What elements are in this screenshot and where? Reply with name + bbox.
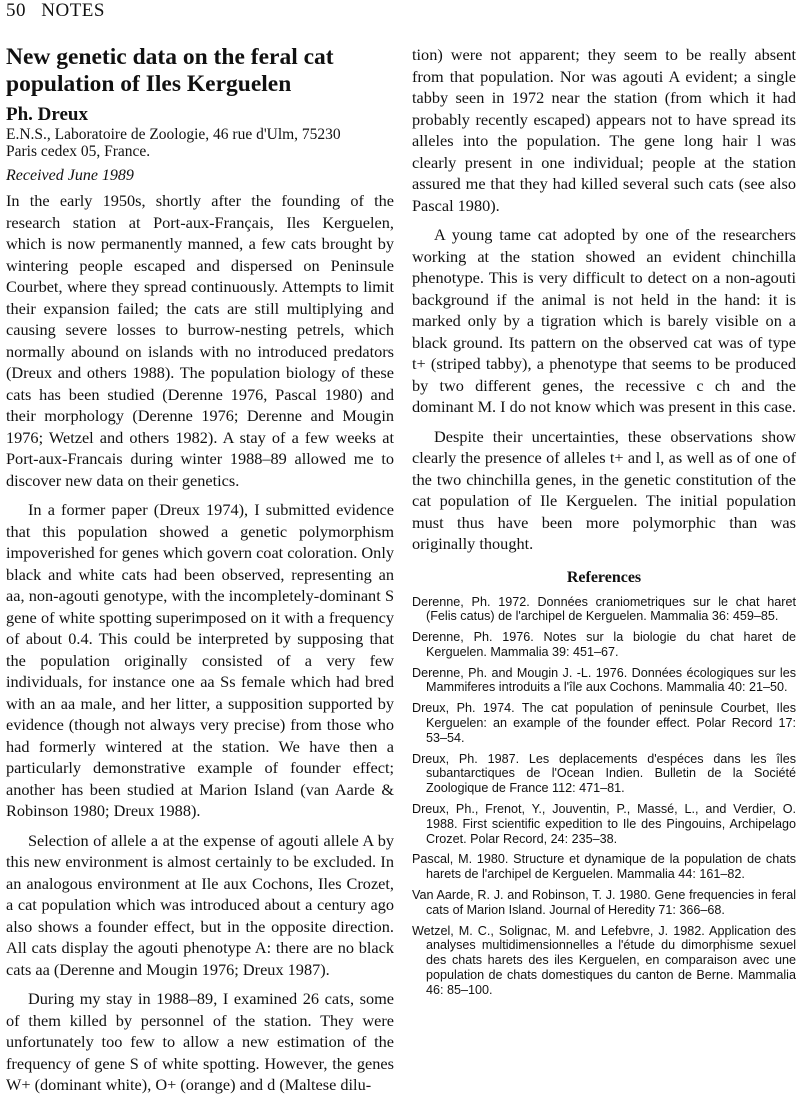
paragraph-6: Despite their uncertainties, these observations show clearly the presence of alleles t+ and l, as well as of one of the two chinchilla genes, in the genetic constitution of the cat population of Ile Kerguelen. The initial population must thus have been more polymorphic than was originally thought. bbox=[412, 426, 796, 553]
references-heading: References bbox=[566, 568, 642, 586]
paragraph-4-continued: tion) were not apparent; they seem to be really absent from that population. Nor was agouti A evident; a single tabby seen in 1972 near the station (from which it had probably recently escaped) appears not to have spread its alleles into the population. The gene long hair l was clearly present in one individual; people at the station assured me that they had killed several such cats (see also Pascal 1980). bbox=[412, 45, 796, 215]
paragraph-5: A young tame cat adopted by one of the researchers working at the station showed an evident chinchilla phenotype. This is very difficult to detect on a non-agouti background if the animal is not held in the hand: it is marked only by a tigration which is barely visible on a black ground. Its pattern on the observed cat was of type t+ (striped tabby), a phenotype that seems to be produced by two different genes, the recessive c ch and the dominant M. I do not know which was present in this case. bbox=[412, 225, 796, 416]
reference-item: Wetzel, M. C., Solignac, M. and Lefebvre, J. 1982. Application des analyses multidimensionnelles a l'étude du dimorphisme sexuel des chats harets des iles Kerguelen, en comparaison avec une population de chats domestiques du canton de Berne. Mammalia 46: 85–100. bbox=[412, 923, 796, 997]
received-date: Received June 1989 bbox=[6, 167, 134, 184]
reference-item: Derenne, Ph. 1976. Notes sur la biologie du chat haret de Kerguelen. Mammalia 39: 451–67. bbox=[412, 630, 796, 659]
right-column bbox=[412, 44, 796, 1004]
reference-list bbox=[412, 595, 796, 998]
affiliation-line-1: E.N.S., Laboratoire de Zoologie, 46 rue d'Ulm, 75230 bbox=[6, 126, 341, 143]
section-title: NOTES bbox=[41, 0, 105, 21]
paragraph-2: In a former paper (Dreux 1974), I submitted evidence that this population showed a genetic polymorphism impoverished for genes which govern coat coloration. Only black and white cats had been observed, representing an aa, non-agouti genotype, with the incompletely-dominant S gene of white spotting superimposed on it with a frequency of about 0.4. This could be interpreted by supposing that the population originally consisted of a very few individuals, for instance one aa Ss female which had bred with an aa male, and her litter, a supposition supported by evidence (though not always very precise) from those who had formerly wintered at the station. We have then a particularly demonstrative example of founder effect; another has been studied at Marion Island (van Aarde & Robinson 1980; Dreux 1988). bbox=[6, 500, 394, 820]
article-title: New genetic data on the feral cat population of Iles Kerguelen bbox=[6, 44, 334, 97]
paragraph-4: During my stay in 1988–89, I examined 26 cats, some of them killed by personnel of the station. They were unfortunately too few to allow a new estimation of the frequency of gene S of white spotting. However, the genes W+ (dominant white), O+ (orange) and d (Maltese dilu- bbox=[6, 989, 394, 1094]
reference-item: Derenne, Ph. 1972. Données craniometriques sur le chat haret (Felis catus) de l'archipel de Kerguelen. Mammalia 36: 459–85. bbox=[412, 594, 796, 624]
author-name: Ph. Dreux bbox=[6, 104, 88, 125]
reference-item: Van Aarde, R. J. and Robinson, T. J. 1980. Gene frequencies in feral cats of Marion Island. Journal of Heredity 71: 366–68. bbox=[412, 888, 796, 917]
reference-item: Dreux, Ph., Frenot, Y., Jouventin, P., Massé, L., and Verdier, O. 1988. First scientific expedition to Ile des Pingouins, Archipelago Crozet. Polar Record, 24: 235–38. bbox=[412, 802, 796, 846]
reference-item: Dreux, Ph. 1987. Les deplacements d'espéces dans les îles subantarctiques de l'Ocean Indien. Bulletin de la Société Zoologique de France 112: 471–81. bbox=[412, 751, 796, 796]
left-column bbox=[6, 44, 394, 1096]
running-header bbox=[6, 0, 115, 22]
paragraph-1: In the early 1950s, shortly after the founding of the research station at Port-aux-Français, Iles Kerguelen, which is now permanently manned, a few cats brought by wintering people escaped and dispersed on Peninsule Courbet, where they spread continuously. Attempts to limit their expansion failed; the cats are still multiplying and causing severe losses to burrow-nesting petrels, which normally abound on islands with no introduced predators (Dreux and others 1988). The population biology of these cats has been studied (Derenne 1976, Pascal 1980) and their morphology (Derenne 1976; Derenne and Mougin 1976; Wetzel and others 1982). A stay of a few weeks at Port-aux-Francais during winter 1988–89 allowed me to discover new data on their genetics. bbox=[6, 191, 394, 490]
page-number: 50 bbox=[6, 0, 26, 21]
reference-item: Derenne, Ph. and Mougin J. -L. 1976. Données écologiques sur les Mammiferes introduits a l'île aux Cochons. Mammalia 40: 21–50. bbox=[412, 665, 796, 695]
paragraph-3: Selection of allele a at the expense of agouti allele A by this new environment is almost certainly to be excluded. In an analogous environment at Ile aux Cochons, Iles Crozet, a cat population which was introduced about a century ago also shows a founder effect, but in the opposite direction. All cats display the agouti phenotype A: there are no black cats aa (Derenne and Mougin 1976; Dreux 1987). bbox=[6, 830, 394, 979]
reference-item: Dreux, Ph. 1974. The cat population of peninsule Courbet, Iles Kerguelen: an example of the founder effect. Polar Record 17: 53–54. bbox=[412, 701, 796, 745]
affiliation-line-2: Paris cedex 05, France. bbox=[6, 143, 151, 160]
reference-item: Pascal, M. 1980. Structure et dynamique de la population de chats harets de l'archipel de Kerguelen. Mammalia 44: 161–82. bbox=[412, 852, 796, 882]
